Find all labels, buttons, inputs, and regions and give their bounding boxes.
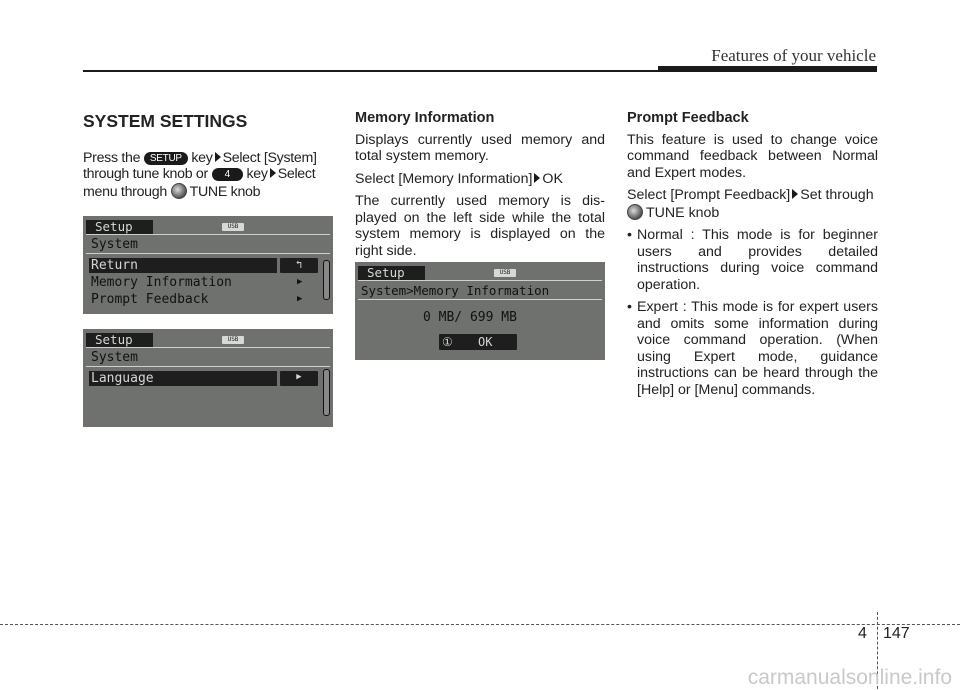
paragraph: The currently used memory is dis-played on the left side while the total system memory is displayed on the right side. — [355, 193, 605, 259]
menu-item-return: Return — [89, 258, 277, 273]
page-number: 147 — [883, 625, 910, 642]
paragraph: This feature is used to change voice command feedback between Normal and Expert modes. — [627, 131, 878, 181]
screen-tab-setup: Setup — [86, 220, 153, 234]
column-memory-information — [355, 110, 605, 265]
column-prompt-feedback — [627, 110, 878, 404]
usb-icon: USB — [494, 269, 516, 277]
screen-title: System — [91, 350, 138, 365]
screen-tab-setup: Setup — [86, 333, 153, 347]
ok-button — [439, 334, 517, 350]
scrollbar — [323, 260, 330, 300]
screen-divider — [358, 299, 602, 300]
setup-key-icon: SETUP — [144, 152, 188, 165]
list-item: • Expert : This mode is for expert users and omits some information during voice command operation. (When using Expert mode, guidance instructions can be heard through the [Help] or [Menu] commands. — [627, 299, 878, 398]
screen-divider — [86, 366, 330, 367]
chevron-right-icon: ▶ — [297, 294, 303, 304]
text-fragment: Select [Prompt Feedback] — [627, 187, 791, 203]
mode-list — [627, 227, 878, 398]
paragraph — [355, 171, 605, 188]
tune-knob-icon — [171, 183, 187, 199]
screen-divider — [86, 234, 330, 235]
text-fragment: Select menu through — [83, 166, 316, 200]
memory-usage: 0 MB/ 699 MB — [423, 310, 517, 325]
text-fragment: Press the — [83, 149, 141, 166]
watermark: carmanualsonline.info — [747, 666, 952, 689]
text-fragment: Set through — [800, 187, 874, 203]
screen-divider — [358, 280, 602, 281]
usb-icon: USB — [222, 336, 244, 344]
arrow-right-icon — [534, 173, 540, 183]
screen-title: System — [91, 237, 138, 252]
header-rule-accent — [658, 66, 877, 72]
text-fragment: key — [246, 166, 268, 182]
return-icon: ↰ — [280, 258, 318, 273]
text-fragment: TUNE knob — [646, 204, 720, 221]
paragraph: Displays currently used memory and total system memory. — [355, 131, 605, 164]
text-fragment: Select [System] through tune knob or — [83, 149, 317, 182]
screen-memory-information — [355, 262, 605, 360]
chapter-number: 4 — [858, 625, 867, 642]
chevron-right-icon: ▶ — [280, 371, 318, 386]
usb-icon: USB — [222, 223, 244, 231]
tune-knob-icon — [627, 204, 643, 220]
menu-item-language: Language — [89, 371, 277, 386]
menu-item-prompt-feedback: Prompt Feedback — [91, 292, 209, 307]
paragraph — [627, 187, 878, 221]
menu-item-memory-information: Memory Information — [91, 275, 232, 290]
scrollbar — [323, 369, 330, 416]
footer-rule — [0, 624, 960, 625]
arrow-right-icon — [270, 168, 276, 178]
text-fragment: TUNE knob — [189, 183, 261, 200]
screen-divider — [86, 347, 330, 348]
arrow-right-icon — [215, 152, 221, 162]
screen-language-menu — [83, 329, 333, 427]
number-1-icon: ① — [442, 335, 453, 349]
section-title: SYSTEM SETTINGS — [83, 111, 248, 131]
screen-divider — [86, 253, 330, 254]
key-4-icon: 4 — [212, 168, 243, 181]
ok-label: OK — [478, 335, 493, 349]
page-header-title: Features of your vehicle — [711, 46, 876, 65]
screen-system-menu — [83, 216, 333, 314]
screen-tab-setup: Setup — [358, 266, 425, 280]
section-title: Memory Information — [355, 110, 495, 126]
list-item: • Normal : This mode is for beginner users and provides detailed instructions during voice command operation. — [627, 227, 878, 293]
instructions-paragraph — [83, 150, 335, 201]
column-system-settings — [83, 110, 335, 206]
text-fragment: Select [Memory Information] — [355, 170, 533, 187]
section-title: Prompt Feedback — [627, 110, 749, 126]
screen-title: System>Memory Information — [361, 283, 550, 298]
text-fragment: OK — [542, 170, 563, 187]
arrow-right-icon — [792, 189, 798, 199]
text-fragment: key — [191, 149, 213, 166]
chevron-right-icon: ▶ — [297, 277, 303, 287]
